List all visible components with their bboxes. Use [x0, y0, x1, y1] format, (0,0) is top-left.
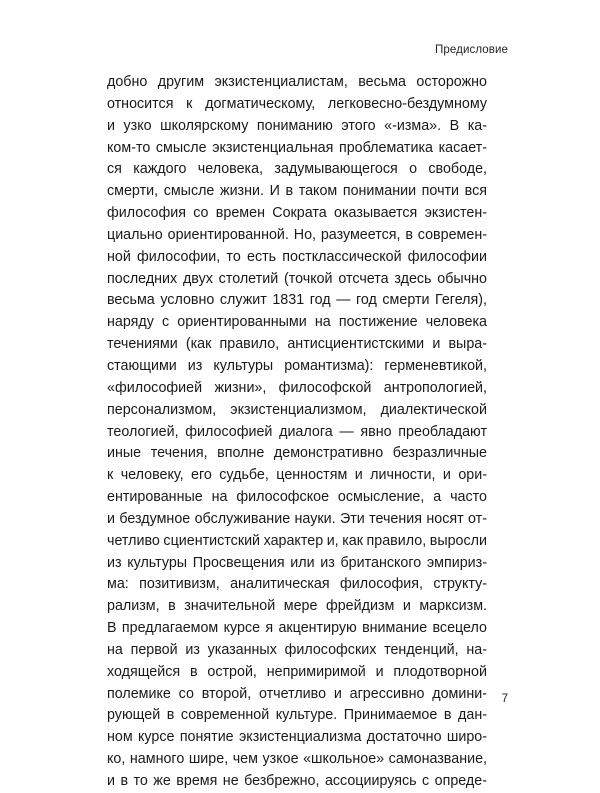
- text-line: полемике со второй, отчетливо и агрессивно домини-: [107, 685, 487, 702]
- text-line: философия со времен Сократа оказывается экзистен-: [107, 205, 487, 222]
- text-line: добно другим экзистенциалистам, весьма осторожно: [107, 74, 487, 90]
- text-line: ко, намного шире, чем узкое «школьное» самоназвание,: [107, 751, 487, 768]
- text-line: рующей в современной культуре. Принимаемое в дан-: [107, 707, 487, 724]
- text-line: циально ориентированной. Но, разумеется, в современ-: [107, 226, 487, 243]
- text-line: из культуры Просвещения или из британского эмпириз-: [107, 554, 487, 571]
- text-line: весьма условно служит 1831 год — год смерти Гегеля),: [107, 292, 487, 309]
- text-line: ся каждого человека, задумывающегося о свободе,: [107, 161, 487, 178]
- text-line: ном курсе понятие экзистенциализма достаточно широ-: [107, 729, 487, 746]
- text-line: наряду с ориентированными на постижение человека: [107, 314, 487, 331]
- text-line: и в то же время не безбрежно, ассоциируясь с опреде-: [107, 773, 487, 789]
- text-line: смерти, смысле жизни. И в таком понимании почти вся: [107, 183, 487, 200]
- text-line: к человеку, его судьбе, ценностям и личности, и ори-: [107, 467, 487, 484]
- text-line: рализм, в значительной мере фрейдизм и марксизм.: [107, 598, 487, 615]
- text-line: и бездумное обслуживание науки. Эти течения носят от-: [107, 510, 487, 527]
- text-line: стающими из культуры романтизма): герменевтикой,: [107, 357, 487, 374]
- body-text: [107, 72, 487, 793]
- text-line: В предлагаемом курсе я акцентирую внимание всецело: [107, 620, 487, 637]
- text-line: на первой из указанных философских тенденций, на-: [107, 641, 487, 658]
- text-line: ходящейся в острой, непримиримой и плодотворной: [107, 663, 487, 680]
- text-line: ком-то смысле экзистенциальная проблематика касает-: [107, 139, 487, 156]
- text-line: относится к догматическому, легковесно-бездумному: [107, 95, 487, 112]
- text-line: четливо сциентистский характер и, как правило, выросли: [107, 532, 487, 549]
- text-line: «философией жизни», философской антропологией,: [107, 379, 487, 396]
- text-line: иные течения, вполне демонстративно безразличные: [107, 445, 487, 462]
- text-line: ентированные на философское осмысление, а часто: [107, 489, 487, 506]
- text-line: ной философии, то есть постклассической философии: [107, 248, 487, 265]
- running-head: Предисловие: [435, 44, 508, 56]
- text-line: последних двух столетий (точкой отсчета здесь обычно: [107, 270, 487, 287]
- text-line: и узко школярскому пониманию этого «-изма». В ка-: [107, 117, 487, 134]
- text-line: течениями (как правило, антисциентистскими и выра-: [107, 336, 487, 353]
- text-line: ма: позитивизм, аналитическая философия, структу-: [107, 576, 487, 593]
- page-number: 7: [501, 693, 508, 705]
- text-line: теологией, философией диалога — явно преобладают: [107, 423, 487, 440]
- text-line: персонализмом, экзистенциализмом, диалектической: [107, 401, 487, 418]
